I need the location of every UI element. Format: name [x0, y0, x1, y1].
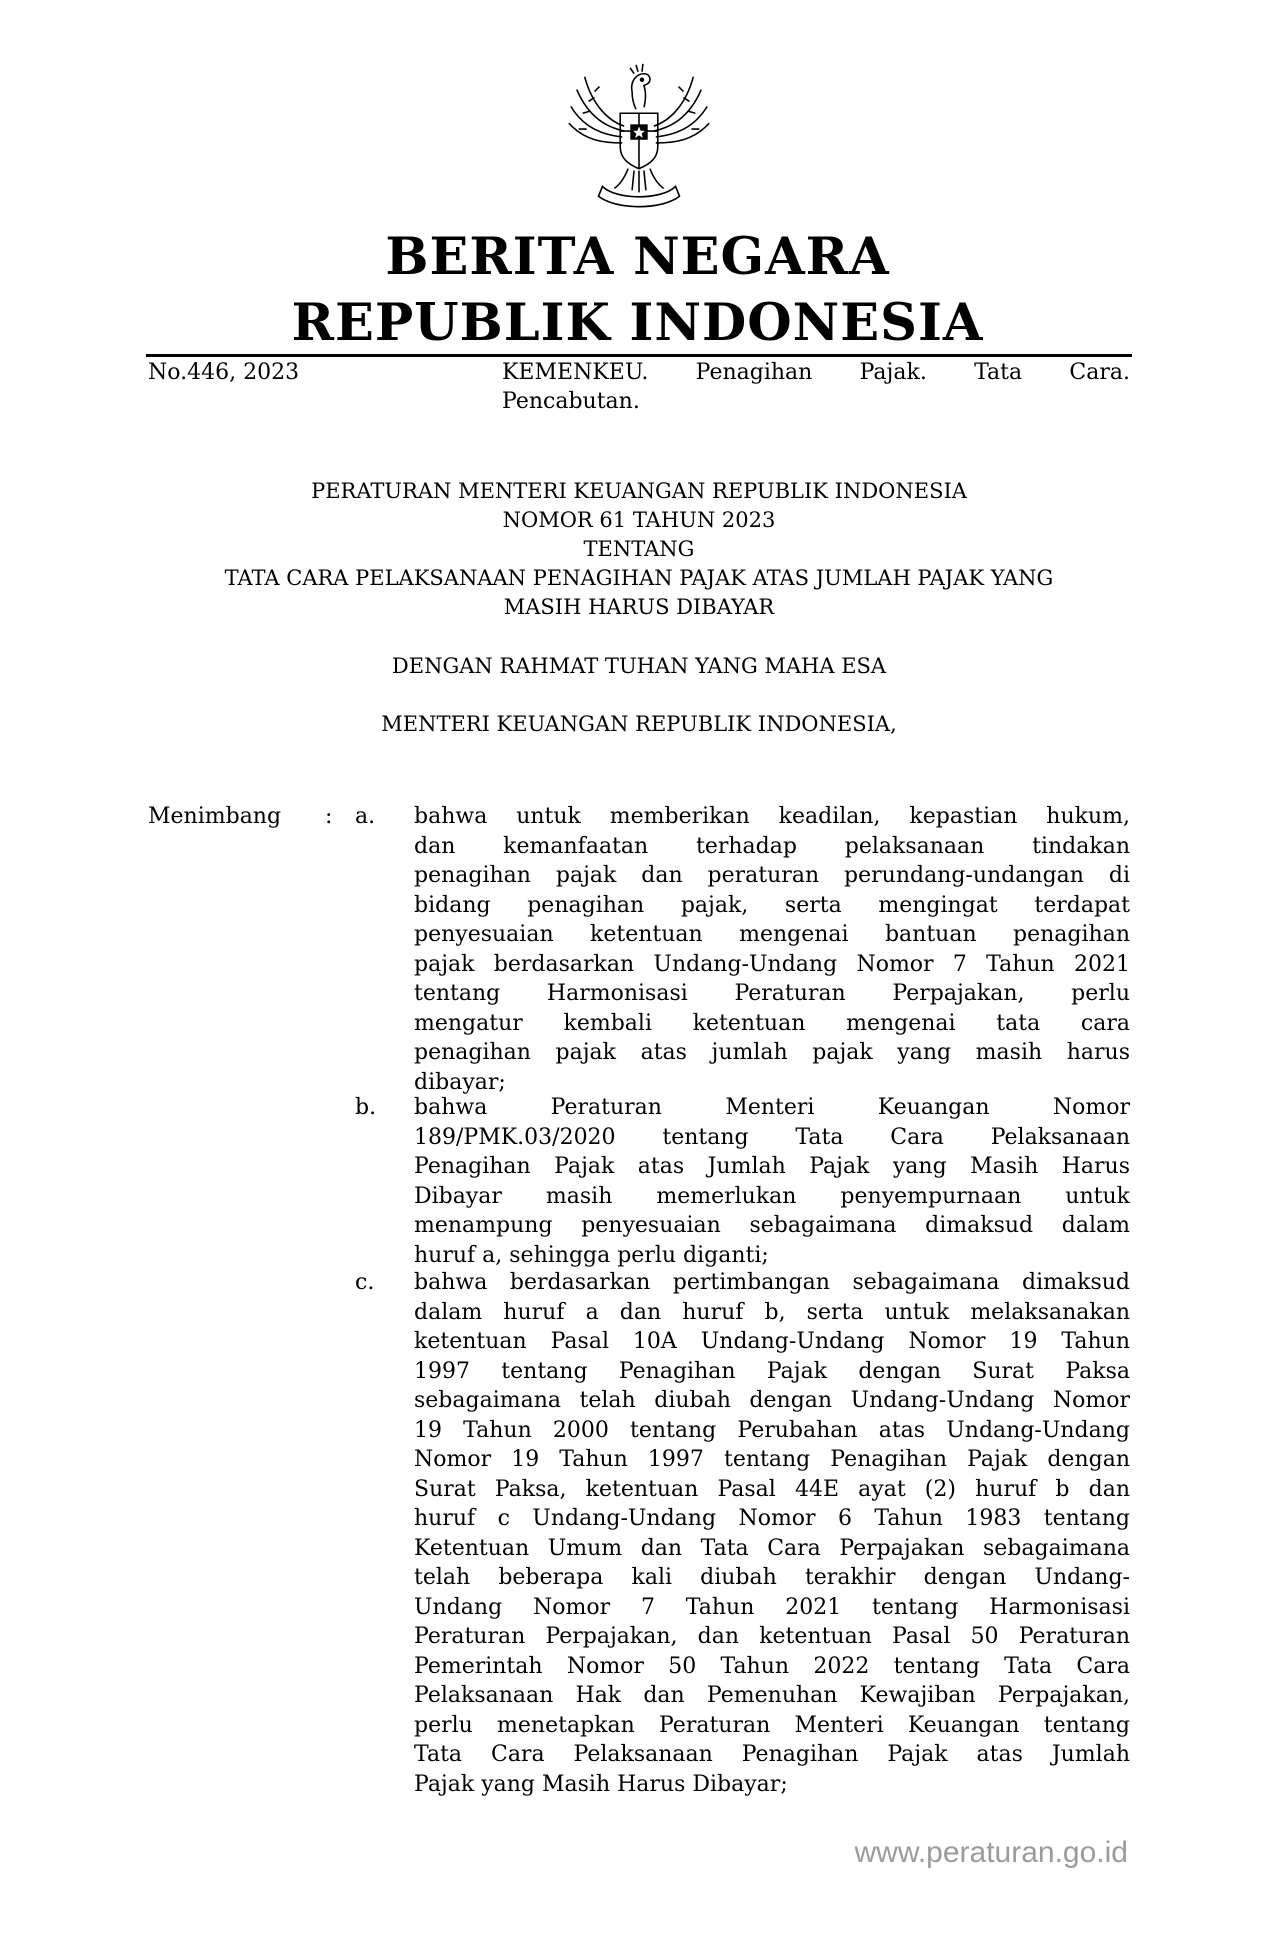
paragraph-line: Peraturan Perpajakan, dan ketentuan Pasal 50 Peraturan	[414, 1624, 1130, 1649]
paragraph-line: huruf a, sehingga perlu diganti;	[414, 1242, 769, 1268]
paragraph-line: dan kemanfaatan terhadap pelaksanaan tindakan	[414, 833, 1130, 859]
paragraph-line: penagihan pajak dan peraturan perundang-undangan di	[414, 863, 1130, 888]
paragraph-line: penyesuaian ketentuan mengenai bantuan penagihan	[414, 922, 1130, 947]
menimbang-colon: :	[325, 804, 333, 829]
garuda-pancasila-emblem-icon	[555, 52, 723, 220]
gazette-number: No.446, 2023	[148, 360, 300, 385]
paragraph-line: dalam huruf a dan huruf b, serta untuk melaksanakan	[414, 1299, 1130, 1325]
item-letter: c.	[355, 1270, 375, 1295]
paragraph-line: Surat Paksa, ketentuan Pasal 44E ayat (2) huruf b dan	[414, 1476, 1130, 1502]
gazette-topic: KEMENKEU. Penagihan Pajak. Tata Cara.	[502, 360, 1130, 385]
paragraph-line: tentang Harmonisasi Peraturan Perpajakan, perlu	[414, 981, 1130, 1006]
paragraph-line: perlu menetapkan Peraturan Menteri Keuangan tentang	[414, 1712, 1130, 1738]
paragraph-line: 1997 tentang Penagihan Pajak dengan Surat Paksa	[414, 1358, 1130, 1384]
paragraph-line: 19 Tahun 2000 tentang Perubahan atas Undang-Undang	[414, 1417, 1130, 1443]
paragraph-line: Pajak yang Masih Harus Dibayar;	[414, 1771, 788, 1797]
rahmat-statement: DENGAN RAHMAT TUHAN YANG MAHA ESA	[391, 654, 887, 678]
masthead-title: BERITA NEGARA	[385, 227, 890, 287]
paragraph-line: bahwa untuk memberikan keadilan, kepastian hukum,	[414, 804, 1130, 829]
footer-url: www.peraturan.go.id	[854, 1836, 1128, 1869]
paragraph-line: Ketentuan Umum dan Tata Cara Perpajakan sebagaimana	[414, 1535, 1130, 1561]
masthead-rule	[146, 354, 1132, 357]
paragraph-line: bahwa Peraturan Menteri Keuangan Nomor	[414, 1095, 1130, 1120]
paragraph-line: penagihan pajak atas jumlah pajak yang masih harus	[414, 1040, 1130, 1065]
paragraph-line: Pemerintah Nomor 50 Tahun 2022 tentang Tata Cara	[414, 1653, 1130, 1679]
menimbang-item-a	[414, 802, 1130, 1097]
menimbang-item-b	[414, 1093, 1130, 1270]
regulation-subject-line: MASIH HARUS DIBAYAR	[503, 595, 775, 619]
item-letter: b.	[355, 1095, 377, 1120]
regulation-tentang: TENTANG	[583, 537, 695, 561]
paragraph-line: huruf c Undang-Undang Nomor 6 Tahun 1983 tentang	[414, 1506, 1130, 1531]
masthead-subtitle: REPUBLIK INDONESIA	[291, 293, 984, 353]
paragraph-line: Tata Cara Pelaksanaan Penagihan Pajak atas Jumlah	[414, 1742, 1130, 1767]
paragraph-line: Pelaksanaan Hak dan Pemenuhan Kewajiban Perpajakan,	[414, 1683, 1130, 1708]
menimbang-label: Menimbang	[148, 804, 282, 829]
menimbang-item-c	[414, 1268, 1130, 1799]
paragraph-line: mengatur kembali ketentuan mengenai tata cara	[414, 1010, 1130, 1036]
paragraph-line: Undang Nomor 7 Tahun 2021 tentang Harmonisasi	[414, 1594, 1130, 1620]
paragraph-line: bidang penagihan pajak, serta mengingat terdapat	[414, 892, 1130, 918]
paragraph-line: Penagihan Pajak atas Jumlah Pajak yang Masih Harus	[414, 1154, 1130, 1179]
regulation-subject-line: TATA CARA PELAKSANAAN PENAGIHAN PAJAK ATAS JUMLAH PAJAK YANG	[224, 566, 1054, 590]
paragraph-line: Nomor 19 Tahun 1997 tentang Penagihan Pajak dengan	[414, 1447, 1130, 1472]
paragraph-line: Dibayar masih memerlukan penyempurnaan untuk	[414, 1183, 1130, 1209]
paragraph-line: 189/PMK.03/2020 tentang Tata Cara Pelaksanaan	[414, 1124, 1130, 1150]
regulation-title-line: PERATURAN MENTERI KEUANGAN REPUBLIK INDONESIA	[311, 479, 967, 503]
paragraph-line: dibayar;	[414, 1069, 506, 1095]
paragraph-line: sebagaimana telah diubah dengan Undang-Undang Nomor	[414, 1388, 1130, 1413]
paragraph-line: bahwa berdasarkan pertimbangan sebagaimana dimaksud	[414, 1270, 1130, 1295]
gazette-topic-continued: Pencabutan.	[502, 389, 640, 414]
minister-statement: MENTERI KEUANGAN REPUBLIK INDONESIA,	[381, 712, 897, 736]
paragraph-line: menampung penyesuaian sebagaimana dimaksud dalam	[414, 1213, 1130, 1238]
item-letter: a.	[355, 804, 376, 829]
paragraph-line: telah beberapa kali diubah terakhir dengan Undang-	[414, 1565, 1130, 1590]
paragraph-line: ketentuan Pasal 10A Undang-Undang Nomor 19 Tahun	[414, 1329, 1130, 1354]
regulation-number: NOMOR 61 TAHUN 2023	[502, 508, 776, 532]
paragraph-line: pajak berdasarkan Undang-Undang Nomor 7 Tahun 2021	[414, 951, 1130, 977]
